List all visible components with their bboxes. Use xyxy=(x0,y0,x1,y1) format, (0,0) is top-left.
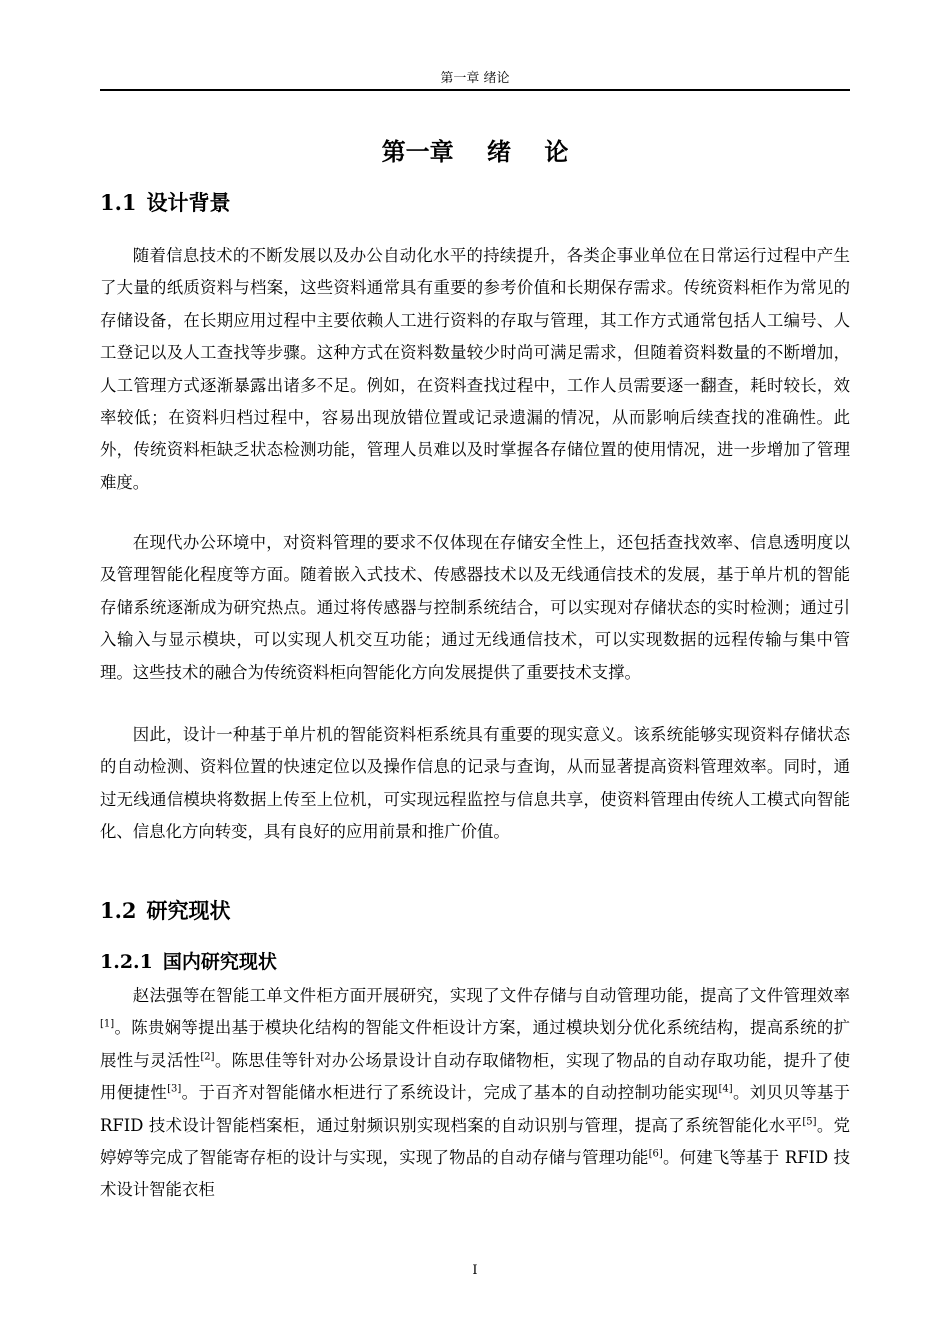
section-title: 研究现状 xyxy=(146,898,231,923)
header-rule xyxy=(100,89,850,91)
section-heading-1-2 xyxy=(100,896,231,926)
section-number: 1.2 xyxy=(100,898,137,923)
citation-4: [4] xyxy=(718,1083,733,1095)
chapter-title: 第一章 绪 论 xyxy=(381,137,569,166)
paragraph-text: 。于百齐对智能储水柜进行了系统设计，完成了基本的自动控制功能实现 xyxy=(181,1083,719,1103)
citation-2: [2] xyxy=(200,1051,215,1063)
paragraph-text: 。陈贵娴等提出基于模块化结构的智能文件柜设计方案，通过模块划分优化系统结构，提高系统的扩展性与灵活性 xyxy=(100,1018,850,1070)
paragraph-text: 。何建飞等基于 RFID 技术设计智能衣柜 xyxy=(100,1148,851,1200)
subsection-heading-1-2-1 xyxy=(100,948,277,976)
section-number: 1.1 xyxy=(100,190,137,215)
running-header: 第一章 绪论 xyxy=(440,71,510,86)
subsection-number: 1.2.1 xyxy=(100,951,153,973)
body-paragraph: 随着信息技术的不断发展以及办公自动化水平的持续提升，各类企事业单位在日常运行过程中产生了大量的纸质资料与档案，这些资料通常具有重要的参考价值和长期保存需求。传统资料柜作为常见的存储设备，在长期应用过程中主要依赖人工进行资料的存取与管理，其工作方式通常包括人工编号、人工登记以及人工查找等步骤。这种方式在资料数量较少时尚可满足需求，但随着资料数量的不断增加，人工管理方式逐渐暴露出诸多不足。例如，在资料查找过程中，工作人员需要逐一翻查，耗时较长，效率较低；在资料归档过程中，容易出现放错位置或记录遗漏的情况，从而影响后续查找的准确性。此外，传统资料柜缺乏状态检测功能，管理人员难以及时掌握各存储位置的使用情况，进一步增加了管理难度。 xyxy=(100,246,850,492)
citation-6: [6] xyxy=(648,1148,663,1160)
page-number: I xyxy=(472,1263,478,1278)
citation-1: [1] xyxy=(100,1018,115,1030)
citation-3: [3] xyxy=(167,1083,182,1095)
paragraph-text: 。陈思佳等针对办公场景设计自动存取储物柜，实现了物品的自动存取功能，提升了使用便捷性 xyxy=(100,1050,851,1103)
section-title: 设计背景 xyxy=(146,190,231,215)
paragraph-text: 赵法强等在智能工单文件柜方面开展研究，实现了文件存储与自动管理功能，提高了文件管理效率 xyxy=(132,986,850,1005)
citation-5: [5] xyxy=(802,1116,817,1128)
paragraph-text: 。刘贝贝等基于 RFID 技术设计智能档案柜，通过射频识别实现档案的自动识别与管理，提高了系统智能化水平 xyxy=(100,1083,851,1135)
body-paragraph: 在现代办公环境中，对资料管理的要求不仅体现在存储安全性上，还包括查找效率、信息透明度以及管理智能化程度等方面。随着嵌入式技术、传感器技术以及无线通信技术的发展，基于单片机的智能存储系统逐渐成为研究热点。通过将传感器与控制系统结合，可以实现对存储状态的实时检测；通过引入输入与显示模块，可以实现人机交互功能；通过无线通信技术，可以实现数据的远程传输与集中管理。这些技术的融合为传统资料柜向智能化方向发展提供了重要技术支撑。 xyxy=(100,533,850,682)
subsection-title: 国内研究现状 xyxy=(162,951,277,973)
paragraph-text: 。党婷婷等完成了智能寄存柜的设计与实现，实现了物品的自动存储与管理功能 xyxy=(100,1115,850,1168)
section-heading-1-1 xyxy=(100,188,231,218)
body-paragraph-citations xyxy=(100,980,850,1207)
body-paragraph: 因此，设计一种基于单片机的智能资料柜系统具有重要的现实意义。该系统能够实现资料存储状态的自动检测、资料位置的快速定位以及操作信息的记录与查询，从而显著提高资料管理效率。同时，通过无线通信模块将数据上传至上位机，可实现远程监控与信息共享，使资料管理由传统人工模式向智能化、信息化方向转变，具有良好的应用前景和推广价值。 xyxy=(100,725,850,842)
